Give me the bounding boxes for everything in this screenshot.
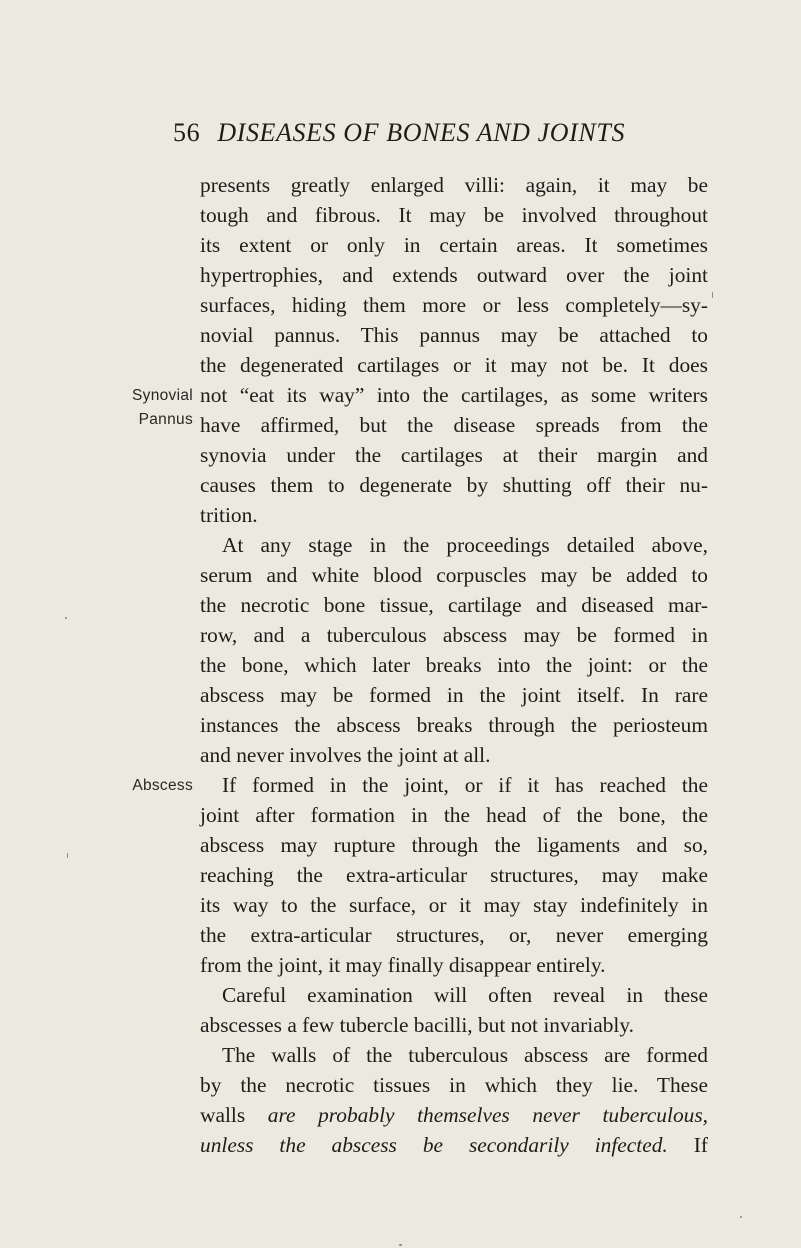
body-line: the necrotic bone tissue, cartilage and diseased mar- — [200, 593, 708, 617]
body-line: its extent or only in certain areas. It sometimes — [200, 233, 708, 257]
body-line: abscess may rupture through the ligaments and so, — [200, 833, 708, 857]
body-line: its way to the surface, or it may stay indefinitely in — [200, 893, 708, 917]
italic-emphasis: unless the abscess be secondarily infected. — [200, 1133, 668, 1157]
margin-note-line: Pannus — [138, 411, 193, 428]
body-line: by the necrotic tissues in which they lie. These — [200, 1073, 708, 1097]
italic-emphasis: are probably themselves never tuberculous, — [267, 1103, 709, 1127]
running-title: DISEASES OF BONES AND JOINTS — [217, 118, 626, 147]
body-line-italic-a — [200, 1100, 708, 1130]
body-line: the bone, which later breaks into the joint: or the — [200, 653, 708, 677]
body-line: from the joint, it may finally disappear entirely. — [200, 953, 606, 977]
body-line: joint after formation in the head of the bone, the — [200, 803, 708, 827]
running-header — [173, 118, 625, 148]
page-number: 56 — [173, 118, 201, 147]
body-line: Careful examination will often reveal in these — [222, 983, 708, 1007]
body-line: not “eat its way” into the cartilages, as some writers — [200, 383, 708, 407]
body-line: presents greatly enlarged villi: again, it may be — [200, 173, 708, 197]
body-line: If formed in the joint, or if it has reached the — [222, 773, 708, 797]
body-line: causes them to degenerate by shutting off their nu- — [200, 473, 708, 497]
paper-speck — [399, 1244, 402, 1246]
body-line: The walls of the tuberculous abscess are formed — [222, 1043, 708, 1067]
paper-speck — [712, 292, 713, 298]
body-line: row, and a tuberculous abscess may be formed in — [200, 623, 708, 647]
body-line: instances the abscess breaks through the periosteum — [200, 713, 708, 737]
paper-speck — [65, 617, 67, 619]
line-text: walls — [200, 1103, 268, 1127]
body-line: abscesses a few tubercle bacilli, but not invariably. — [200, 1013, 634, 1037]
paper-speck — [67, 853, 68, 858]
margin-note-line: Synovial — [132, 387, 193, 404]
margin-note-line: Abscess — [132, 777, 193, 794]
body-line: surfaces, hiding them more or less completely—sy- — [200, 293, 708, 317]
line-text: If — [667, 1133, 708, 1157]
body-line-italic-b — [200, 1130, 708, 1160]
body-line: tough and fibrous. It may be involved throughout — [200, 203, 708, 227]
body-line: and never involves the joint at all. — [200, 743, 491, 767]
body-line: novial pannus. This pannus may be attached to — [200, 323, 708, 347]
body-line: serum and white blood corpuscles may be added to — [200, 563, 708, 587]
body-line: reaching the extra-articular structures, may make — [200, 863, 708, 887]
body-line: the degenerated cartilages or it may not be. It does — [200, 353, 708, 377]
body-line: have affirmed, but the disease spreads from the — [200, 413, 708, 437]
margin-note-synovial-pannus — [132, 384, 193, 432]
body-line: the extra-articular structures, or, never emerging — [200, 923, 708, 947]
body-line: trition. — [200, 503, 258, 527]
body-line: synovia under the cartilages at their margin and — [200, 443, 708, 467]
margin-note-abscess — [132, 774, 193, 798]
body-line: abscess may be formed in the joint itself. In rare — [200, 683, 708, 707]
paper-speck — [740, 1216, 742, 1218]
body-line: At any stage in the proceedings detailed above, — [222, 533, 708, 557]
body-line: hypertrophies, and extends outward over the joint — [200, 263, 708, 287]
